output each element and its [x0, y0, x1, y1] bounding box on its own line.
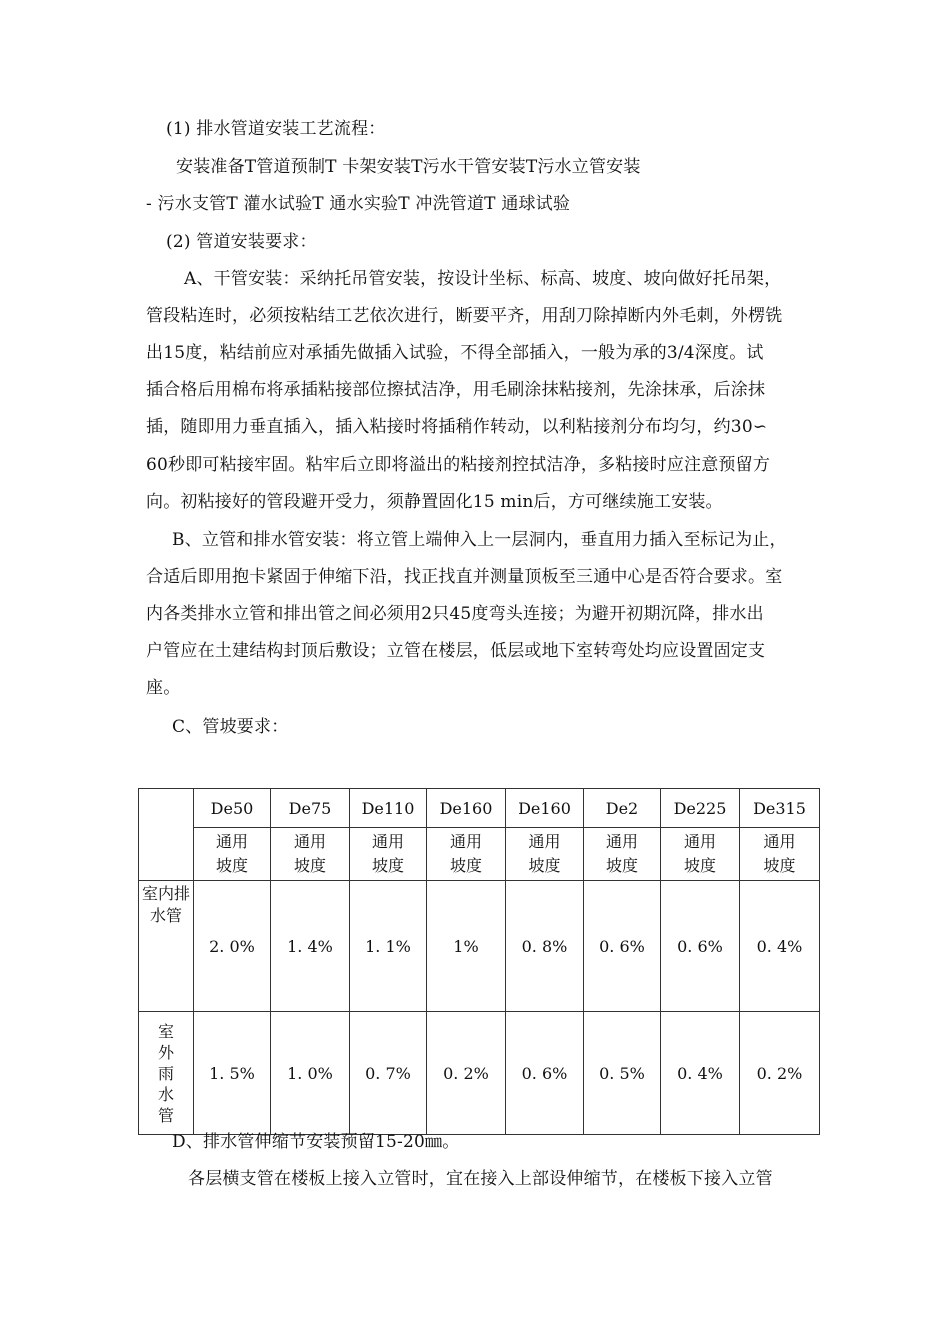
last-paragraph-line: 各层横支管在楼板上接入立管时，宜在接入上部设伸缩节，在楼板下接入立管 — [188, 1169, 773, 1189]
table-cell: 0. 5% — [584, 1012, 661, 1135]
table-cell: 0. 6% — [661, 881, 740, 1012]
row-label-char: 水 — [157, 1084, 174, 1104]
paragraph-d: D、排水管伸缩节安装预留15-20㎜。 — [172, 1132, 460, 1152]
sub-label-1: 通用 — [683, 832, 716, 851]
table-subheader-cell — [427, 828, 506, 881]
sub-label-2: 坡度 — [763, 856, 796, 875]
paragraph-b-line: B、立管和排水管安装：将立管上端伸入上一层洞内，垂直用力插入至标记为止， — [172, 530, 787, 550]
sub-label-2: 坡度 — [528, 856, 561, 875]
sub-label-2: 坡度 — [605, 856, 638, 875]
paragraph-b-line: 户管应在土建结构封顶后敷设；立管在楼层，低层或地下室转弯处均应设置固定支 — [146, 641, 766, 661]
row-label-char: 雨 — [157, 1063, 174, 1083]
table-subheader-cell — [506, 828, 584, 881]
sub-label-1: 通用 — [763, 832, 796, 851]
row-label-char: 外 — [157, 1042, 174, 1062]
table-header-cell: De2 — [584, 789, 661, 828]
flow-line-2: - 污水支管T 灌水试验T 通水实验T 冲洗管道T 通球试验 — [146, 194, 571, 214]
table-header-cell: De315 — [740, 789, 820, 828]
section1-heading: (1) 排水管道安装工艺流程： — [166, 119, 386, 139]
paragraph-a-line: 出15度，粘结前应对承插先做插入试验，不得全部插入，一般为承的3/4深度。试 — [146, 343, 764, 363]
row-label-line: 室内排 — [141, 884, 190, 903]
paragraph-a-line: 向。初粘接好的管段避开受力，须静置固化15 min后，方可继续施工安装。 — [146, 492, 723, 512]
paragraph-b-line: 座。 — [146, 678, 181, 698]
table-header-cell: De50 — [194, 789, 271, 828]
table-header-cell: De160 — [427, 789, 506, 828]
table-header-cell: De110 — [350, 789, 427, 828]
section2-heading: (2) 管道安装要求： — [166, 232, 317, 252]
sub-label-2: 坡度 — [215, 856, 248, 875]
sub-label-1: 通用 — [449, 832, 482, 851]
sub-label-2: 坡度 — [293, 856, 326, 875]
sub-label-1: 通用 — [371, 832, 404, 851]
table-subheader-cell — [194, 828, 271, 881]
table-header-cell: De160 — [506, 789, 584, 828]
table-cell: 1. 1% — [350, 881, 427, 1012]
table-subheader-cell — [661, 828, 740, 881]
paragraph-a-line: 插，随即用力垂直插入，插入粘接时将插稍作转动，以利粘接剂分布均匀，约30∽ — [146, 417, 768, 437]
row-label-indoor-drain — [139, 881, 194, 1012]
table-cell: 0. 6% — [584, 881, 661, 1012]
table-cell: 1. 4% — [271, 881, 350, 1012]
paragraph-a-line: 60秒即可粘接牢固。粘牢后立即将溢出的粘接剂控拭洁净，多粘接时应注意预留方 — [146, 455, 771, 475]
paragraph-c-heading: C、管坡要求： — [172, 717, 289, 737]
row-label-outdoor-rain — [139, 1012, 194, 1135]
table-header-cell: De75 — [271, 789, 350, 828]
sub-label-2: 坡度 — [371, 856, 404, 875]
table-cell: 1. 0% — [271, 1012, 350, 1135]
table-header-cell: De225 — [661, 789, 740, 828]
paragraph-b-line: 内各类排水立管和排出管之间必须用2只45度弯头连接；为避开初期沉降，排水出 — [146, 604, 764, 624]
paragraph-b-line: 合适后即用抱卡紧固于伸缩下沿，找正找直并测量顶板至三通中心是否符合要求。室 — [146, 567, 783, 587]
table-row — [139, 881, 820, 1012]
sub-label-1: 通用 — [605, 832, 638, 851]
row-label-char: 管 — [157, 1105, 174, 1125]
paragraph-a-line: 管段粘连时，必须按粘结工艺依次进行，断要平齐，用刮刀除掉断内外毛刺，外楞铣 — [146, 306, 783, 326]
sub-label-1: 通用 — [293, 832, 326, 851]
table-cell: 1. 5% — [194, 1012, 271, 1135]
flow-line-1: 安装准备T管道预制T 卡架安装T污水干管安装T污水立管安装 — [176, 157, 641, 177]
table-cell: 0. 7% — [350, 1012, 427, 1135]
table-cell: 0. 4% — [740, 881, 820, 1012]
table-subheader-cell — [350, 828, 427, 881]
table-row — [139, 828, 820, 881]
paragraph-a-line: A、干管安装：采纳托吊管安装，按设计坐标、标高、坡度、坡向做好托吊架， — [184, 269, 782, 289]
paragraph-a-line: 插合格后用棉布将承插粘接部位擦拭洁净，用毛刷涂抹粘接剂，先涂抹承，后涂抹 — [146, 380, 766, 400]
table-row — [139, 1012, 820, 1135]
table-cell: 2. 0% — [194, 881, 271, 1012]
table-subheader-cell — [740, 828, 820, 881]
table-cell: 0. 6% — [506, 1012, 584, 1135]
table-cell: 0. 2% — [740, 1012, 820, 1135]
table-row — [139, 789, 820, 828]
sub-label-1: 通用 — [528, 832, 561, 851]
sub-label-1: 通用 — [215, 832, 248, 851]
table-subheader-cell — [584, 828, 661, 881]
pipe-slope-table — [138, 788, 820, 1135]
table-cell: 1% — [427, 881, 506, 1012]
table-cell: 0. 2% — [427, 1012, 506, 1135]
table-subheader-cell — [271, 828, 350, 881]
row-label-char: 室 — [157, 1021, 174, 1041]
table-cell: 0. 8% — [506, 881, 584, 1012]
sub-label-2: 坡度 — [683, 856, 716, 875]
row-label-line: 水管 — [149, 906, 182, 925]
table-corner-cell — [139, 789, 194, 881]
table-cell: 0. 4% — [661, 1012, 740, 1135]
sub-label-2: 坡度 — [449, 856, 482, 875]
